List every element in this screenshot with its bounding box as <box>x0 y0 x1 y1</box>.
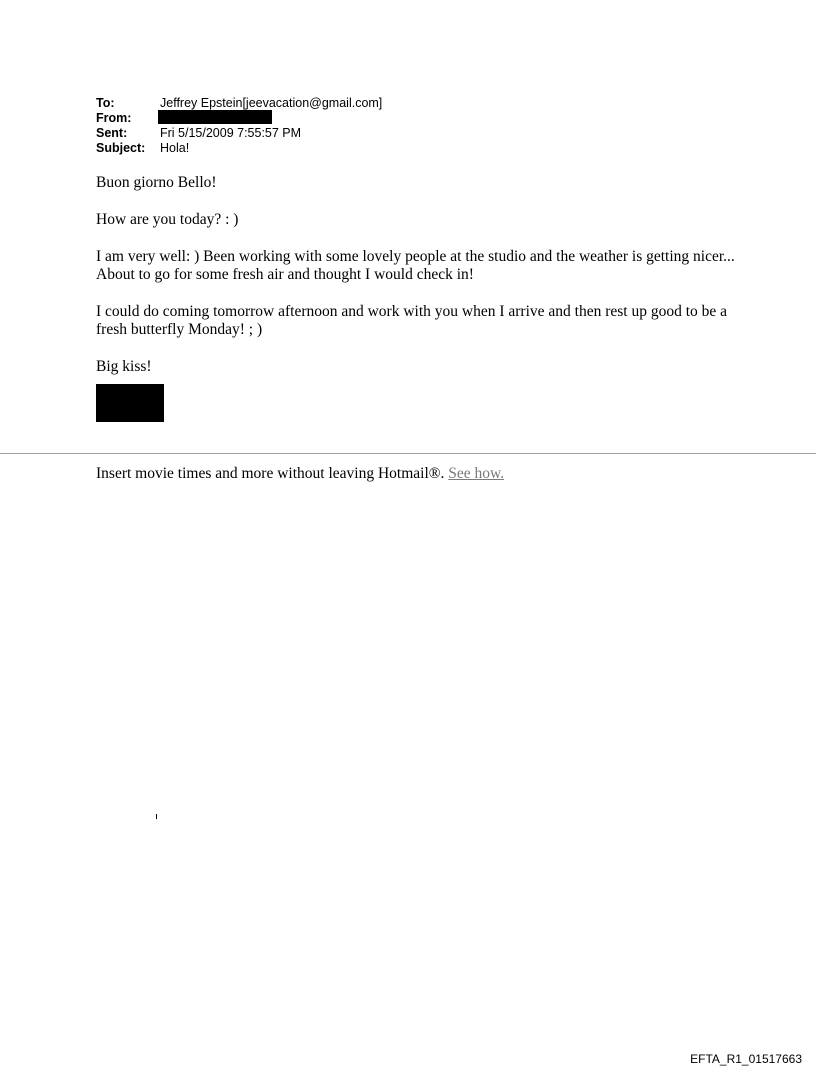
from-label: From: <box>96 111 132 125</box>
to-label: To: <box>96 96 115 110</box>
from-row <box>96 111 382 126</box>
see-how-link[interactable]: See how. <box>448 465 505 482</box>
subject-row <box>96 141 382 156</box>
footer-ad-text: Insert movie times and more without leaving Hotmail®. <box>96 465 449 482</box>
to-value: Jeffrey Epstein[jeevacation@gmail.com] <box>160 96 383 110</box>
document-id: EFTA_R1_01517663 <box>690 1052 802 1066</box>
footer-divider <box>0 453 816 454</box>
body-paragraph-1: How are you today? : ) <box>96 211 239 228</box>
footer-ad <box>96 465 504 483</box>
subject-value: Hola! <box>160 141 190 155</box>
sent-label: Sent: <box>96 126 128 140</box>
body-paragraph-3: I could do coming tomorrow afternoon and work with you when I arrive and then rest up good to be a fresh butterfly Monday! ; ) <box>96 303 728 338</box>
from-redaction-box <box>158 110 272 124</box>
subject-label: Subject: <box>96 141 146 155</box>
to-row <box>96 96 382 111</box>
greeting-text: Buon giorno Bello! <box>96 174 217 191</box>
stray-scan-mark <box>156 814 157 819</box>
email-header <box>96 96 382 156</box>
sent-value: Fri 5/15/2009 7:55:57 PM <box>160 126 302 140</box>
closing-text: Big kiss! <box>96 358 152 375</box>
body-paragraph-2: I am very well: ) Been working with some lovely people at the studio and the weather is getting nicer... About to go for some fresh air and thought I would check in! <box>96 248 735 283</box>
sent-row <box>96 126 382 141</box>
signature-redaction-box <box>96 384 164 422</box>
